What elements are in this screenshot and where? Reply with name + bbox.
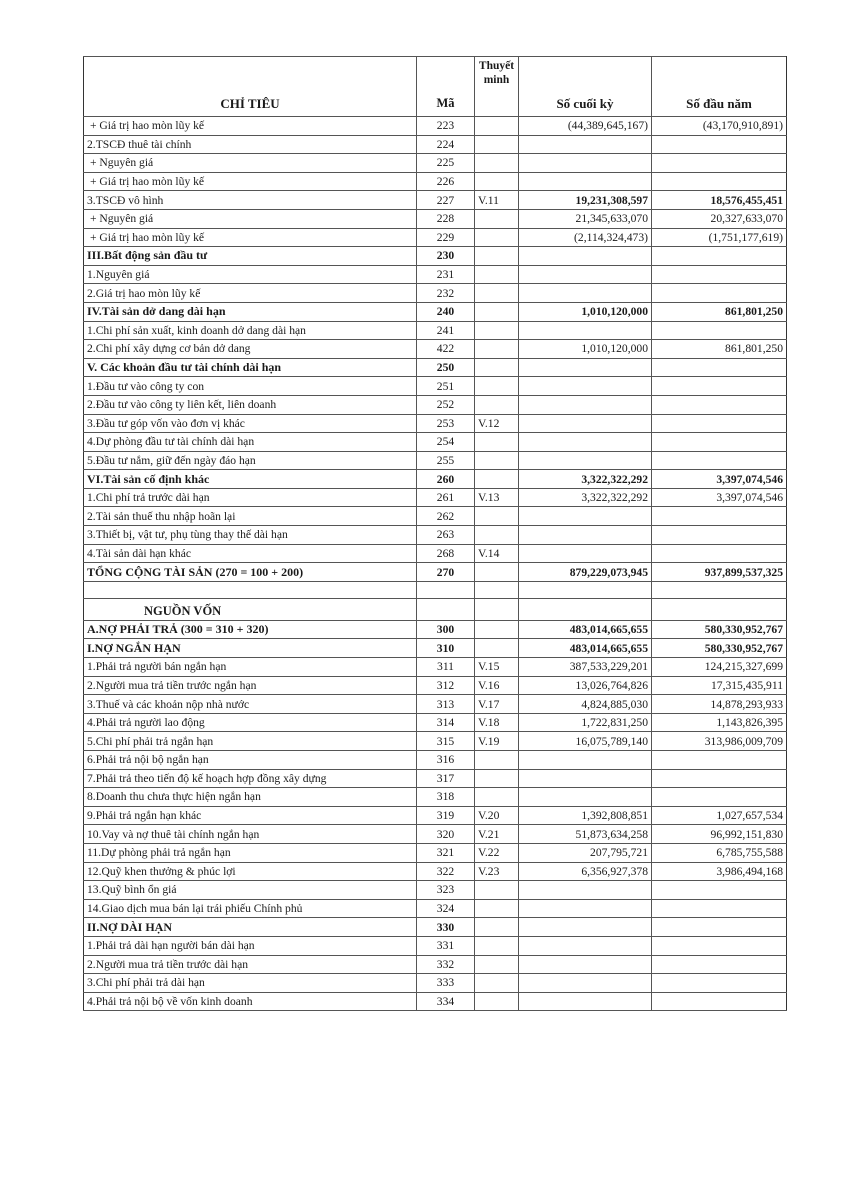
row-code (417, 598, 475, 620)
table-row (84, 862, 787, 881)
row-note (475, 639, 519, 658)
row-begin-year-value: 14,878,293,933 (652, 695, 787, 714)
row-code: 314 (417, 713, 475, 732)
row-begin-year-value: 580,330,952,767 (652, 639, 787, 658)
row-code: 226 (417, 172, 475, 191)
row-label: 2.Tài sản thuế thu nhập hoãn lại (84, 507, 417, 526)
table-row (84, 639, 787, 658)
row-end-period-value (519, 321, 652, 340)
row-note: V.21 (475, 825, 519, 844)
row-end-period-value (519, 377, 652, 396)
row-note: V.11 (475, 191, 519, 210)
row-begin-year-value (652, 526, 787, 545)
table-row (84, 620, 787, 639)
row-note: V.17 (475, 695, 519, 714)
row-code: 231 (417, 265, 475, 284)
row-begin-year-value (652, 769, 787, 788)
row-label: 2.Đầu tư vào công ty liên kết, liên doanh (84, 395, 417, 414)
table-row (84, 751, 787, 770)
table-row (84, 695, 787, 714)
row-note (475, 507, 519, 526)
table-row (84, 209, 787, 228)
row-note (475, 340, 519, 359)
row-begin-year-value (652, 414, 787, 433)
row-label: 4.Phải trả người lao động (84, 713, 417, 732)
row-note (475, 265, 519, 284)
row-code: 334 (417, 992, 475, 1011)
row-begin-year-value (652, 265, 787, 284)
row-label: + Giá trị hao mòn lũy kế (84, 172, 417, 191)
row-code: 261 (417, 488, 475, 507)
row-code: 251 (417, 377, 475, 396)
table-row (84, 117, 787, 136)
table-row (84, 172, 787, 191)
row-label: III.Bất động sản đầu tư (84, 247, 417, 266)
row-note (475, 881, 519, 900)
header-indicator: CHỈ TIÊU (84, 57, 417, 117)
row-code: 223 (417, 117, 475, 136)
row-label: 3.Chi phí phải trả dài hạn (84, 974, 417, 993)
row-code: 318 (417, 788, 475, 807)
row-end-period-value (519, 358, 652, 377)
row-note (475, 358, 519, 377)
row-end-period-value: 3,322,322,292 (519, 470, 652, 489)
table-row (84, 321, 787, 340)
row-note (475, 598, 519, 620)
row-end-period-value: 1,010,120,000 (519, 340, 652, 359)
row-note (475, 955, 519, 974)
table-row (84, 899, 787, 918)
row-note (475, 247, 519, 266)
row-end-period-value (519, 265, 652, 284)
row-code: 268 (417, 544, 475, 563)
row-end-period-value (519, 955, 652, 974)
row-note (475, 563, 519, 582)
row-begin-year-value (652, 321, 787, 340)
row-label: 1.Nguyên giá (84, 265, 417, 284)
table-row (84, 284, 787, 303)
row-code: 319 (417, 806, 475, 825)
row-label: 1.Chi phí sản xuất, kinh doanh dở dang dài hạn (84, 321, 417, 340)
row-end-period-value: 207,795,721 (519, 843, 652, 862)
row-label: V. Các khoản đầu tư tài chính dài hạn (84, 358, 417, 377)
row-end-period-value (519, 751, 652, 770)
row-begin-year-value: 580,330,952,767 (652, 620, 787, 639)
row-end-period-value (519, 172, 652, 191)
row-note (475, 936, 519, 955)
row-begin-year-value: 861,801,250 (652, 302, 787, 321)
row-label: I.NỢ NGẮN HẠN (84, 639, 417, 658)
row-label: 3.Thuế và các khoản nộp nhà nước (84, 695, 417, 714)
row-label: IV.Tài sản dở dang dài hạn (84, 302, 417, 321)
table-row (84, 544, 787, 563)
table-row (84, 358, 787, 377)
row-code: 230 (417, 247, 475, 266)
row-note (475, 433, 519, 452)
row-end-period-value (519, 992, 652, 1011)
blank-row (84, 581, 787, 598)
row-end-period-value: 3,322,322,292 (519, 488, 652, 507)
row-note (475, 284, 519, 303)
row-label: TỔNG CỘNG TÀI SẢN (270 = 100 + 200) (84, 563, 417, 582)
row-code (417, 581, 475, 598)
table-row (84, 135, 787, 154)
table-row (84, 526, 787, 545)
row-note (475, 974, 519, 993)
table-row (84, 247, 787, 266)
row-end-period-value: 1,722,831,250 (519, 713, 652, 732)
table-row (84, 825, 787, 844)
row-note (475, 228, 519, 247)
row-note (475, 899, 519, 918)
table-row (84, 713, 787, 732)
row-begin-year-value (652, 247, 787, 266)
table-row (84, 918, 787, 937)
row-note (475, 377, 519, 396)
table-row (84, 302, 787, 321)
row-code: 225 (417, 154, 475, 173)
row-code: 311 (417, 658, 475, 677)
row-note: V.23 (475, 862, 519, 881)
table-row (84, 974, 787, 993)
row-label: 10.Vay và nợ thuê tài chính ngắn hạn (84, 825, 417, 844)
row-label: 12.Quỹ khen thưởng & phúc lợi (84, 862, 417, 881)
row-end-period-value: 4,824,885,030 (519, 695, 652, 714)
row-code: 333 (417, 974, 475, 993)
row-begin-year-value (652, 598, 787, 620)
row-code: 241 (417, 321, 475, 340)
table-row (84, 470, 787, 489)
table-row (84, 191, 787, 210)
row-label: 3.Đầu tư góp vốn vào đơn vị khác (84, 414, 417, 433)
table-row (84, 955, 787, 974)
table-row (84, 992, 787, 1011)
row-begin-year-value: 17,315,435,911 (652, 676, 787, 695)
row-begin-year-value (652, 899, 787, 918)
row-begin-year-value (652, 544, 787, 563)
row-label (84, 581, 417, 598)
row-note: V.16 (475, 676, 519, 695)
table-row (84, 377, 787, 396)
row-label: 9.Phải trả ngắn hạn khác (84, 806, 417, 825)
table-row (84, 936, 787, 955)
row-begin-year-value: (43,170,910,891) (652, 117, 787, 136)
row-label: + Nguyên giá (84, 209, 417, 228)
table-row (84, 843, 787, 862)
row-label: 8.Doanh thu chưa thực hiện ngắn hạn (84, 788, 417, 807)
row-code: 229 (417, 228, 475, 247)
table-row (84, 451, 787, 470)
row-begin-year-value (652, 172, 787, 191)
row-code: 323 (417, 881, 475, 900)
row-label: II.NỢ DÀI HẠN (84, 918, 417, 937)
row-code: 252 (417, 395, 475, 414)
row-end-period-value (519, 788, 652, 807)
row-label: 1.Chi phí trả trước dài hạn (84, 488, 417, 507)
row-label: 13.Quỹ bình ổn giá (84, 881, 417, 900)
row-note: V.19 (475, 732, 519, 751)
row-end-period-value (519, 544, 652, 563)
row-begin-year-value (652, 135, 787, 154)
row-note (475, 302, 519, 321)
row-end-period-value (519, 769, 652, 788)
table-row (84, 228, 787, 247)
row-code: 324 (417, 899, 475, 918)
row-end-period-value: 1,010,120,000 (519, 302, 652, 321)
row-note (475, 769, 519, 788)
row-end-period-value (519, 507, 652, 526)
row-label: 7.Phải trả theo tiến độ kế hoạch hợp đồng xây dựng (84, 769, 417, 788)
row-end-period-value (519, 598, 652, 620)
row-end-period-value (519, 247, 652, 266)
row-begin-year-value: 3,397,074,546 (652, 488, 787, 507)
row-code: 331 (417, 936, 475, 955)
row-begin-year-value (652, 284, 787, 303)
row-label: 3.Thiết bị, vật tư, phụ tùng thay thế dài hạn (84, 526, 417, 545)
row-code: 321 (417, 843, 475, 862)
row-begin-year-value: 1,143,826,395 (652, 713, 787, 732)
section-header-row (84, 598, 787, 620)
row-begin-year-value (652, 377, 787, 396)
row-label: 2.Giá trị hao mòn lũy kế (84, 284, 417, 303)
row-end-period-value: 387,533,229,201 (519, 658, 652, 677)
row-end-period-value: 16,075,789,140 (519, 732, 652, 751)
row-note (475, 788, 519, 807)
row-code: 240 (417, 302, 475, 321)
row-note (475, 526, 519, 545)
row-end-period-value (519, 918, 652, 937)
row-note: V.15 (475, 658, 519, 677)
row-label: 1.Phải trả dài hạn người bán dài hạn (84, 936, 417, 955)
row-label: 2.TSCĐ thuê tài chính (84, 135, 417, 154)
row-note (475, 172, 519, 191)
row-begin-year-value (652, 451, 787, 470)
row-label: 14.Giao dịch mua bán lại trái phiếu Chính phủ (84, 899, 417, 918)
row-code: 255 (417, 451, 475, 470)
row-end-period-value: 879,229,073,945 (519, 563, 652, 582)
row-begin-year-value (652, 918, 787, 937)
row-label: 3.TSCĐ vô hình (84, 191, 417, 210)
table-row (84, 507, 787, 526)
row-note (475, 135, 519, 154)
row-code: 300 (417, 620, 475, 639)
row-end-period-value (519, 135, 652, 154)
row-end-period-value: (44,389,645,167) (519, 117, 652, 136)
row-note (475, 395, 519, 414)
table-body (84, 117, 787, 1011)
row-note (475, 620, 519, 639)
row-label: NGUỒN VỐN (84, 598, 417, 620)
header-note-line2: minh (483, 74, 510, 86)
row-begin-year-value (652, 395, 787, 414)
row-code: 313 (417, 695, 475, 714)
table-row (84, 414, 787, 433)
row-end-period-value (519, 899, 652, 918)
row-begin-year-value (652, 358, 787, 377)
row-code: 227 (417, 191, 475, 210)
row-end-period-value (519, 881, 652, 900)
table-row (84, 658, 787, 677)
header-note-line1: Thuyết (478, 60, 515, 72)
table-row (84, 769, 787, 788)
row-begin-year-value (652, 507, 787, 526)
row-note (475, 154, 519, 173)
row-code: 422 (417, 340, 475, 359)
row-end-period-value (519, 451, 652, 470)
table-header-row (84, 57, 787, 117)
row-end-period-value (519, 581, 652, 598)
row-begin-year-value: 313,986,009,709 (652, 732, 787, 751)
row-label: 4.Tài sản dài hạn khác (84, 544, 417, 563)
balance-sheet-table (83, 56, 787, 1011)
row-begin-year-value (652, 788, 787, 807)
row-code: 330 (417, 918, 475, 937)
header-end-period: Số cuối kỳ (519, 57, 652, 117)
row-code: 320 (417, 825, 475, 844)
row-code: 250 (417, 358, 475, 377)
row-end-period-value (519, 154, 652, 173)
row-note: V.12 (475, 414, 519, 433)
header-code: Mã (417, 57, 475, 117)
row-code: 310 (417, 639, 475, 658)
row-code: 224 (417, 135, 475, 154)
row-code: 262 (417, 507, 475, 526)
row-end-period-value (519, 433, 652, 452)
table-row (84, 732, 787, 751)
row-label: 4.Dự phòng đầu tư tài chính dài hạn (84, 433, 417, 452)
row-note (475, 451, 519, 470)
row-label: 2.Người mua trả tiền trước dài hạn (84, 955, 417, 974)
row-code: 254 (417, 433, 475, 452)
table-row (84, 433, 787, 452)
row-label: 6.Phải trả nội bộ ngắn hạn (84, 751, 417, 770)
row-begin-year-value: 1,027,657,534 (652, 806, 787, 825)
row-code: 315 (417, 732, 475, 751)
row-begin-year-value (652, 974, 787, 993)
table-row (84, 806, 787, 825)
row-begin-year-value (652, 955, 787, 974)
header-begin-year: Số đầu năm (652, 57, 787, 117)
row-label: 4.Phải trả nội bộ về vốn kinh doanh (84, 992, 417, 1011)
row-label: 5.Đầu tư nắm, giữ đến ngày đáo hạn (84, 451, 417, 470)
table-row (84, 788, 787, 807)
row-note (475, 751, 519, 770)
row-begin-year-value (652, 154, 787, 173)
row-label: + Giá trị hao mòn lũy kế (84, 117, 417, 136)
row-code: 228 (417, 209, 475, 228)
row-note: V.13 (475, 488, 519, 507)
row-begin-year-value (652, 751, 787, 770)
row-end-period-value (519, 284, 652, 303)
row-end-period-value (519, 395, 652, 414)
row-note: V.18 (475, 713, 519, 732)
row-label: + Nguyên giá (84, 154, 417, 173)
row-label: + Giá trị hao mòn lũy kế (84, 228, 417, 247)
row-code: 260 (417, 470, 475, 489)
row-end-period-value: 483,014,665,655 (519, 639, 652, 658)
table-row (84, 154, 787, 173)
row-end-period-value: 6,356,927,378 (519, 862, 652, 881)
header-note (475, 57, 519, 117)
row-note (475, 992, 519, 1011)
row-code: 317 (417, 769, 475, 788)
table-row (84, 563, 787, 582)
row-end-period-value (519, 414, 652, 433)
row-begin-year-value: 937,899,537,325 (652, 563, 787, 582)
row-code: 270 (417, 563, 475, 582)
row-begin-year-value (652, 992, 787, 1011)
row-begin-year-value: 96,992,151,830 (652, 825, 787, 844)
row-begin-year-value (652, 881, 787, 900)
row-begin-year-value: (1,751,177,619) (652, 228, 787, 247)
row-code: 253 (417, 414, 475, 433)
row-begin-year-value: 3,986,494,168 (652, 862, 787, 881)
row-end-period-value: 1,392,808,851 (519, 806, 652, 825)
row-begin-year-value: 861,801,250 (652, 340, 787, 359)
row-end-period-value (519, 526, 652, 545)
row-end-period-value: 21,345,633,070 (519, 209, 652, 228)
row-note (475, 470, 519, 489)
row-label: 1.Phải trả người bán ngắn hạn (84, 658, 417, 677)
row-label: 2.Chi phí xây dựng cơ bản dở dang (84, 340, 417, 359)
row-begin-year-value: 124,215,327,699 (652, 658, 787, 677)
row-end-period-value (519, 974, 652, 993)
table-row (84, 676, 787, 695)
row-note (475, 918, 519, 937)
row-begin-year-value: 3,397,074,546 (652, 470, 787, 489)
table-row (84, 340, 787, 359)
row-end-period-value: 19,231,308,597 (519, 191, 652, 210)
row-note (475, 117, 519, 136)
row-label: 2.Người mua trả tiền trước ngắn hạn (84, 676, 417, 695)
row-begin-year-value (652, 433, 787, 452)
row-begin-year-value: 18,576,455,451 (652, 191, 787, 210)
row-note (475, 321, 519, 340)
row-end-period-value: 13,026,764,826 (519, 676, 652, 695)
row-begin-year-value (652, 581, 787, 598)
table-row (84, 881, 787, 900)
table-row (84, 265, 787, 284)
row-note (475, 209, 519, 228)
row-label: A.NỢ PHẢI TRẢ (300 = 310 + 320) (84, 620, 417, 639)
row-code: 263 (417, 526, 475, 545)
row-code: 332 (417, 955, 475, 974)
row-note: V.14 (475, 544, 519, 563)
row-note: V.20 (475, 806, 519, 825)
row-code: 316 (417, 751, 475, 770)
row-code: 322 (417, 862, 475, 881)
row-code: 232 (417, 284, 475, 303)
row-end-period-value: 51,873,634,258 (519, 825, 652, 844)
row-begin-year-value: 20,327,633,070 (652, 209, 787, 228)
row-label: 11.Dự phòng phải trả ngắn hạn (84, 843, 417, 862)
row-end-period-value (519, 936, 652, 955)
row-end-period-value: 483,014,665,655 (519, 620, 652, 639)
row-begin-year-value (652, 936, 787, 955)
row-label: 1.Đầu tư vào công ty con (84, 377, 417, 396)
table-row (84, 488, 787, 507)
row-code: 312 (417, 676, 475, 695)
row-note: V.22 (475, 843, 519, 862)
row-begin-year-value: 6,785,755,588 (652, 843, 787, 862)
row-label: 5.Chi phí phải trả ngắn hạn (84, 732, 417, 751)
row-note (475, 581, 519, 598)
row-label: VI.Tài sản cố định khác (84, 470, 417, 489)
row-end-period-value: (2,114,324,473) (519, 228, 652, 247)
table-row (84, 395, 787, 414)
